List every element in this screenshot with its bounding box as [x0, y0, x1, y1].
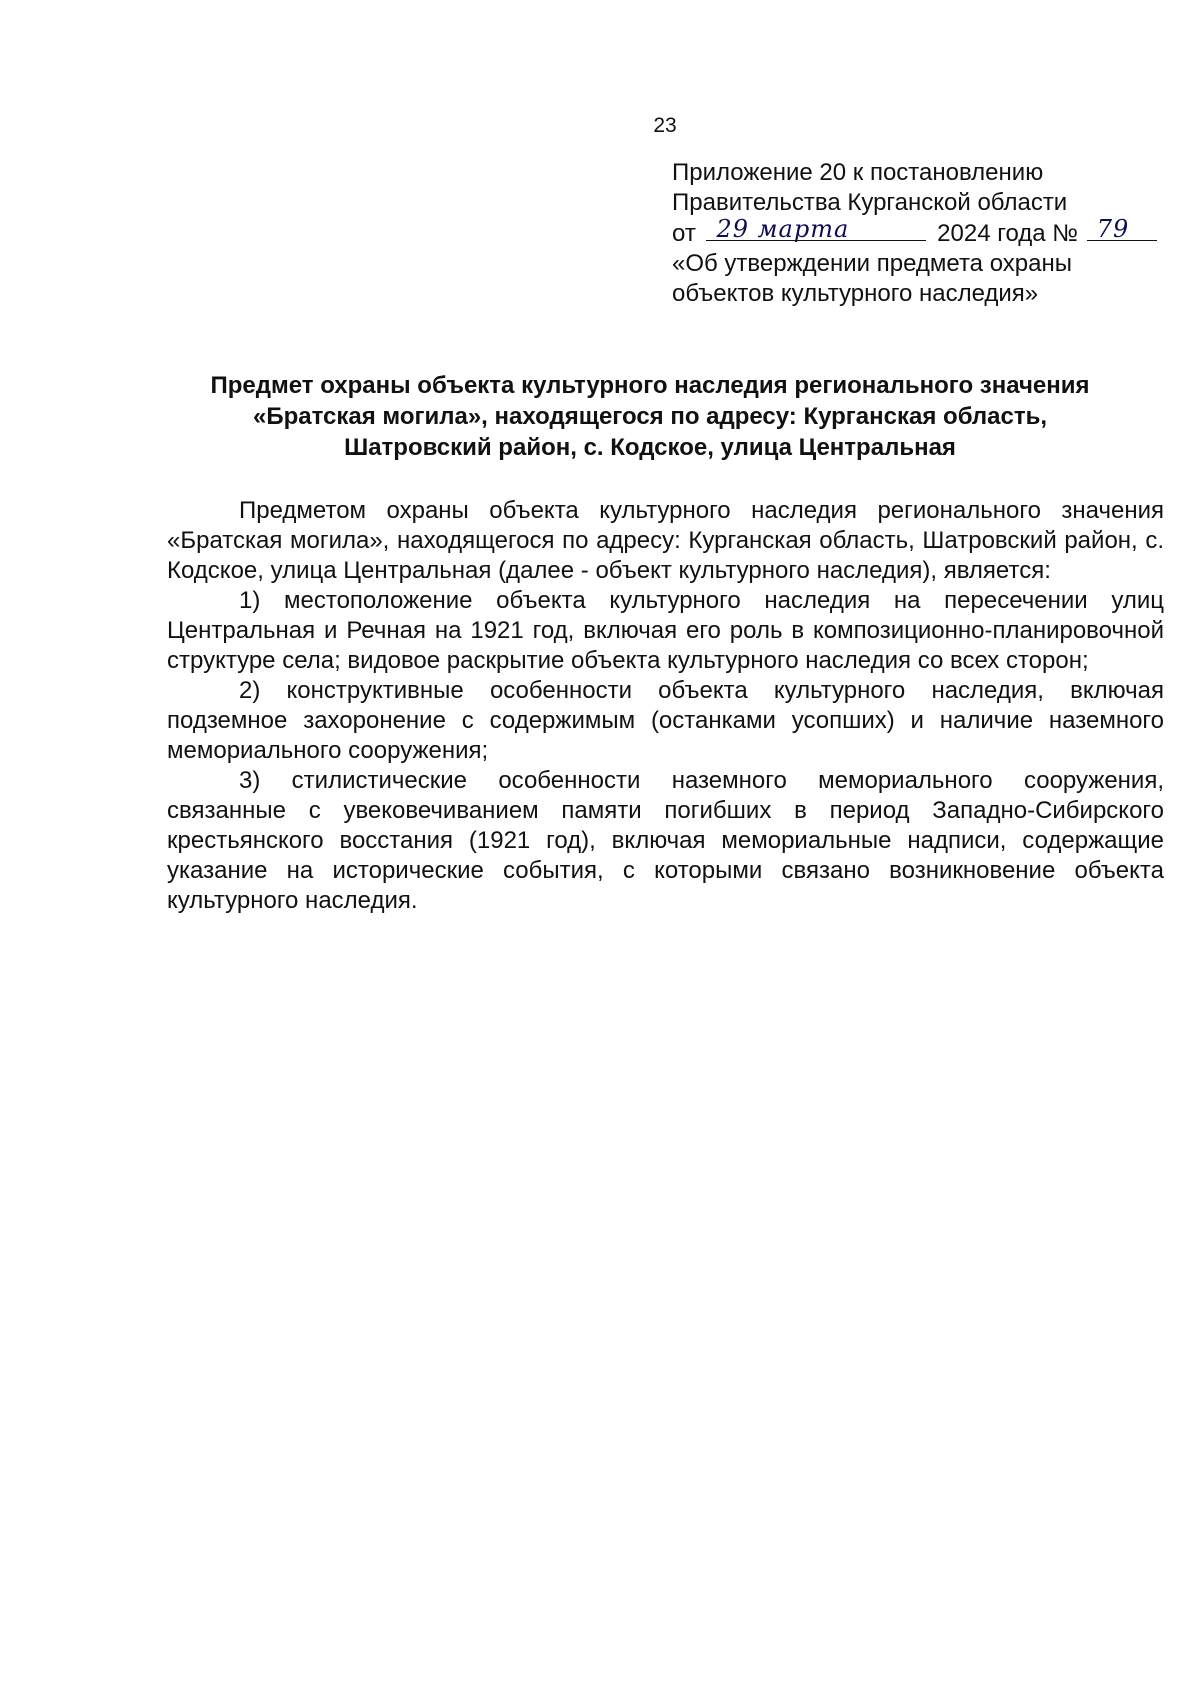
- title-line-3: Шатровский район, с. Кодское, улица Центральная: [344, 434, 956, 461]
- handwritten-date: 29 марта: [716, 215, 850, 243]
- appendix-line-4: «Об утверждении предмета охраны: [672, 250, 1072, 277]
- list-item-1: 1) местоположение объекта культурного наследия на пересечении улиц Центральная и Речная на 1921 год, включая его роль в композиционно-планировочной структуре села; видовое раскрытие объекта культурного наследия со всех сторон;: [167, 587, 1164, 674]
- appendix-date-line: [672, 215, 1132, 249]
- document-title: [120, 370, 1180, 463]
- appendix-header: [672, 158, 1132, 309]
- appendix-line-2: Правительства Курганской области: [672, 189, 1068, 216]
- handwritten-number: 79: [1096, 215, 1130, 243]
- page-number: 23: [653, 114, 677, 137]
- title-line-2: «Братская могила», находящегося по адресу: Курганская область,: [252, 403, 1048, 430]
- document-body: [167, 496, 1164, 916]
- year-label: 2024 года №: [937, 220, 1079, 247]
- list-item-3: 3) стилистические особенности наземного мемориального сооружения, связанные с увековечиванием памяти погибших в период Западно-Сибирского крестьянского восстания (1921 год), включая мемориальные надписи, содержащие указание на исторические события, с которыми связано возникновение объекта культурного наследия.: [167, 767, 1164, 914]
- appendix-line-5: объектов культурного наследия»: [672, 280, 1039, 307]
- intro-paragraph: Предметом охраны объекта культурного наследия регионального значения «Братская могила», находящегося по адресу: Курганская область, Шатровский район, с. Кодское, улица Центральная (далее - объект культурного наследия), является:: [167, 497, 1164, 584]
- from-label: от: [672, 220, 696, 247]
- appendix-line-1: Приложение 20 к постановлению: [672, 159, 1044, 186]
- number-fill-line: [1087, 215, 1157, 243]
- title-line-1: Предмет охраны объекта культурного наследия регионального значения: [210, 372, 1090, 399]
- date-fill-line: [706, 215, 926, 243]
- list-item-2: 2) конструктивные особенности объекта культурного наследия, включая подземное захоронение с содержимым (останками усопших) и наличие наземного мемориального сооружения;: [167, 677, 1164, 764]
